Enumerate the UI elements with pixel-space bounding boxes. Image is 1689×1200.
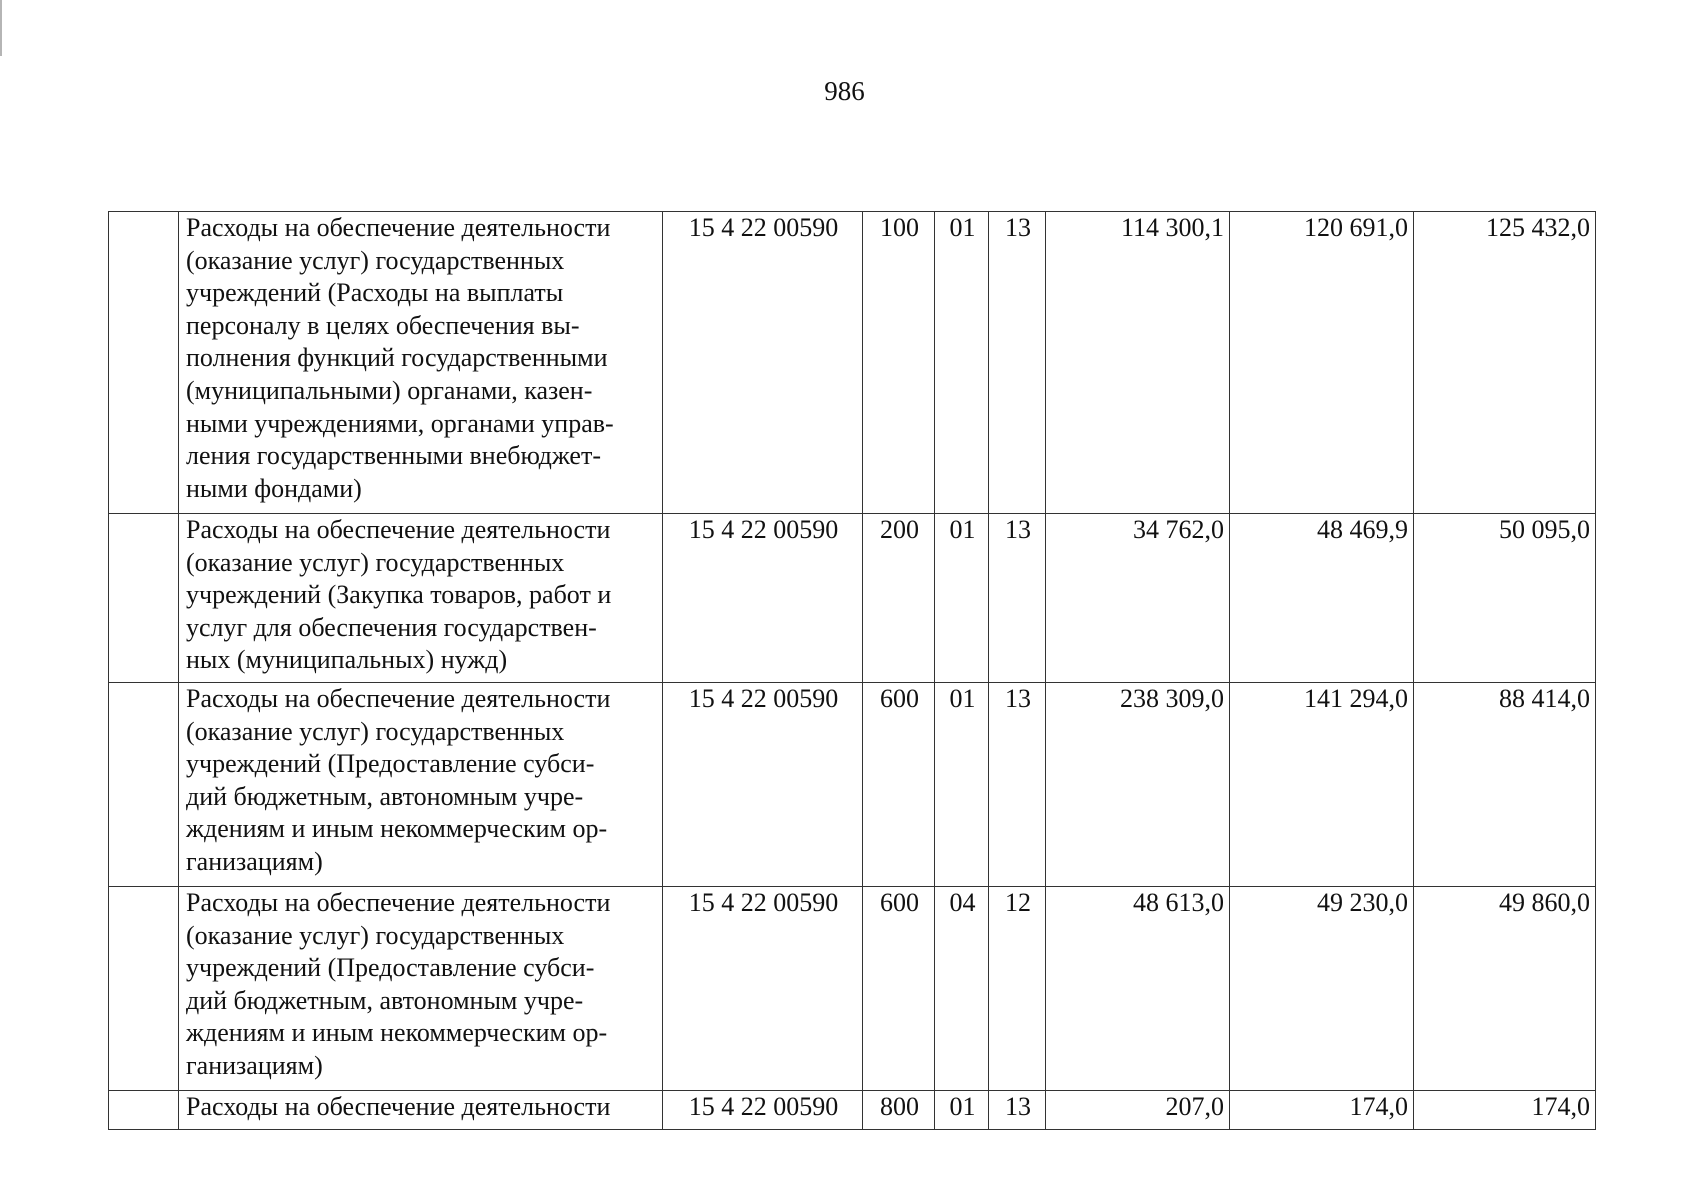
expense-type-code: 800 (863, 1091, 935, 1130)
amount-year-3: 49 860,0 (1414, 887, 1596, 1091)
table-row (109, 514, 1596, 683)
row-number-cell (109, 1091, 179, 1130)
amount-year-1: 114 300,1 (1046, 212, 1230, 514)
amount-year-1: 207,0 (1046, 1091, 1230, 1130)
amount-year-1: 238 309,0 (1046, 683, 1230, 887)
expense-name: Расходы на обеспечение деятельности (оказание услуг) государственных учреждений (Расходы на выплаты персоналу в целях обеспечения вы- полнения функций государственными (муниципальными) органами, казен- ными учреждениями, органами управ- ления государственными внебюджет- ными фондами) (186, 213, 614, 503)
amount-year-2: 48 469,9 (1230, 514, 1414, 683)
expense-name: Расходы на обеспечение деятельности (оказание услуг) государственных учреждений (Закупка товаров, работ и услуг для обеспечения государствен- ных (муниципальных) нужд) (186, 515, 612, 675)
scan-edge-mark (0, 0, 2, 56)
expense-type-code: 600 (863, 887, 935, 1091)
subsection-code: 13 (989, 514, 1046, 683)
table-row (109, 212, 1596, 514)
amount-year-2: 49 230,0 (1230, 887, 1414, 1091)
section-code: 01 (935, 1091, 989, 1130)
section-code: 01 (935, 212, 989, 514)
target-article-code: 15 4 22 00590 (663, 887, 863, 1091)
amount-year-1: 48 613,0 (1046, 887, 1230, 1091)
table-row (109, 1091, 1596, 1130)
expense-name: Расходы на обеспечение деятельности (186, 1092, 611, 1121)
subsection-code: 12 (989, 887, 1046, 1091)
budget-table (108, 211, 1596, 1130)
row-number-cell (109, 514, 179, 683)
page-number: 986 (824, 76, 865, 106)
amount-year-3: 125 432,0 (1414, 212, 1596, 514)
row-number-cell (109, 887, 179, 1091)
expense-name-cell (179, 514, 663, 683)
section-code: 04 (935, 887, 989, 1091)
target-article-code: 15 4 22 00590 (663, 212, 863, 514)
expense-name: Расходы на обеспечение деятельности (оказание услуг) государственных учреждений (Предоставление субси- дий бюджетным, автономным учре- ждениям и иным некоммерческим ор- ганизациям) (186, 888, 611, 1080)
row-number-cell (109, 212, 179, 514)
amount-year-3: 174,0 (1414, 1091, 1596, 1130)
amount-year-3: 50 095,0 (1414, 514, 1596, 683)
subsection-code: 13 (989, 212, 1046, 514)
expense-type-code: 100 (863, 212, 935, 514)
section-code: 01 (935, 683, 989, 887)
amount-year-2: 174,0 (1230, 1091, 1414, 1130)
amount-year-2: 141 294,0 (1230, 683, 1414, 887)
expense-type-code: 600 (863, 683, 935, 887)
expense-name-cell (179, 887, 663, 1091)
expense-name-cell (179, 212, 663, 514)
amount-year-2: 120 691,0 (1230, 212, 1414, 514)
subsection-code: 13 (989, 683, 1046, 887)
table-row (109, 887, 1596, 1091)
expense-type-code: 200 (863, 514, 935, 683)
expense-name: Расходы на обеспечение деятельности (оказание услуг) государственных учреждений (Предоставление субси- дий бюджетным, автономным учре- ждениям и иным некоммерческим ор- ганизациям) (186, 684, 611, 876)
target-article-code: 15 4 22 00590 (663, 1091, 863, 1130)
table-row (109, 683, 1596, 887)
amount-year-1: 34 762,0 (1046, 514, 1230, 683)
subsection-code: 13 (989, 1091, 1046, 1130)
target-article-code: 15 4 22 00590 (663, 683, 863, 887)
row-number-cell (109, 683, 179, 887)
section-code: 01 (935, 514, 989, 683)
expense-name-cell (179, 1091, 663, 1130)
expense-name-cell (179, 683, 663, 887)
target-article-code: 15 4 22 00590 (663, 514, 863, 683)
amount-year-3: 88 414,0 (1414, 683, 1596, 887)
